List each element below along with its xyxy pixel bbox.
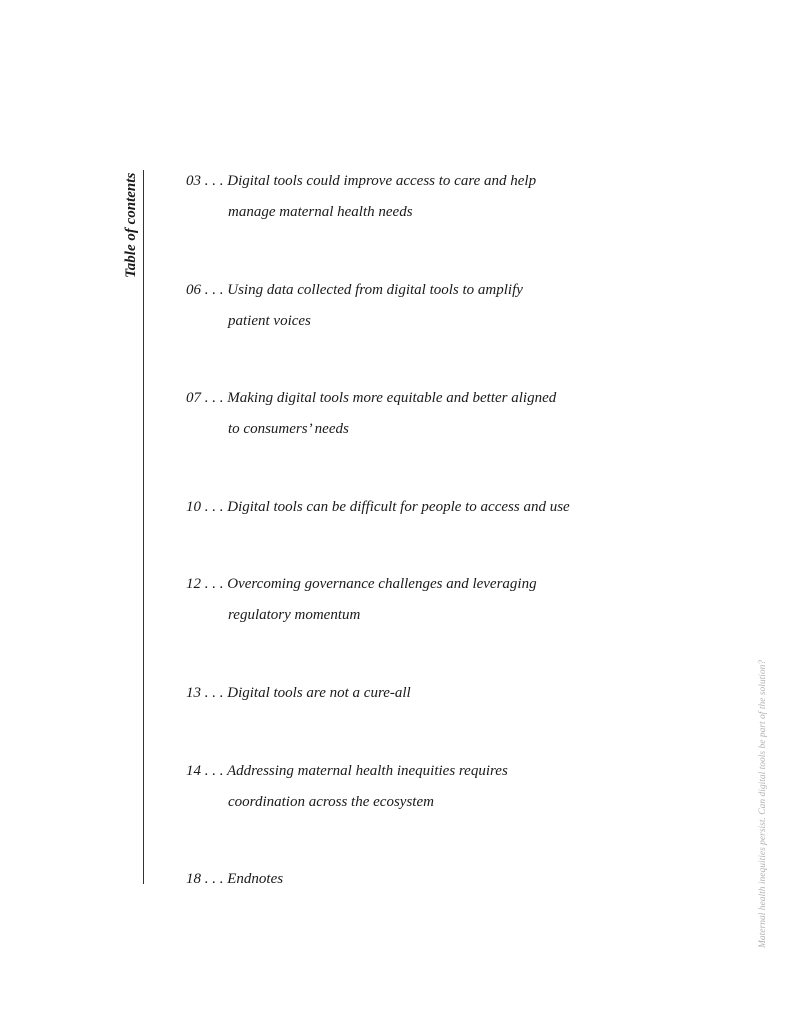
toc-entry-13[interactable]: [186, 678, 606, 709]
toc-entry-title-continued: regulatory momentum: [228, 607, 361, 623]
toc-vertical-rule: [143, 170, 144, 884]
toc-entry-10[interactable]: [186, 492, 606, 523]
toc-leader: . . .: [204, 763, 224, 779]
toc-leader: . . .: [204, 576, 224, 592]
toc-leader: . . .: [204, 282, 224, 298]
toc-heading: Table of contents: [123, 172, 139, 278]
toc-entry-title: Endnotes: [227, 871, 284, 887]
toc-entry-title-continued: patient voices: [228, 313, 311, 329]
toc-entry-line: [186, 864, 606, 895]
toc-entry-title: Digital tools are not a cure-all: [227, 685, 411, 701]
toc-entry-line: [186, 569, 606, 600]
toc-leader: . . .: [204, 871, 224, 887]
toc-entry-title: Making digital tools more equitable and better aligned: [227, 390, 557, 406]
toc-page-number: 06: [186, 282, 201, 298]
toc-page-number: 18: [186, 871, 201, 887]
toc-entry-title: Overcoming governance challenges and leveraging: [227, 576, 537, 592]
toc-entry-title-continued: to consumers’ needs: [228, 421, 349, 437]
running-footer-title: Maternal health inequities persist. Can digital tools be part of the solution?: [758, 659, 768, 948]
toc-entry-03[interactable]: [186, 166, 606, 228]
toc-heading-container: [122, 170, 142, 280]
toc-entry-title-continued: manage maternal health needs: [228, 204, 413, 220]
toc-entry-06[interactable]: [186, 275, 606, 337]
toc-entry-title-continued: coordination across the ecosystem: [228, 794, 434, 810]
toc-page-number: 07: [186, 390, 201, 406]
toc-entry-line: [186, 756, 606, 787]
toc-page-number: 14: [186, 763, 201, 779]
toc-leader: . . .: [204, 685, 224, 701]
toc-leader: . . .: [204, 390, 224, 406]
toc-page-number: 13: [186, 685, 201, 701]
toc-entry-line: [186, 275, 606, 306]
toc-entry-14[interactable]: [186, 756, 606, 818]
toc-leader: . . .: [204, 499, 224, 515]
toc-entry-line: [186, 166, 606, 197]
toc-entry-title: Digital tools can be difficult for people to access and use: [227, 499, 570, 515]
toc-page-number: 12: [186, 576, 201, 592]
toc-entry-line: [186, 492, 606, 523]
toc-page-number: 03: [186, 173, 201, 189]
toc-page-number: 10: [186, 499, 201, 515]
toc-entry-title: Digital tools could improve access to care and help: [227, 173, 537, 189]
toc-entry-title: Using data collected from digital tools to amplify: [227, 282, 523, 298]
running-footer-container: [757, 650, 771, 950]
toc-entry-line: [186, 383, 606, 414]
toc-entry-line: [186, 678, 606, 709]
toc-entry-12[interactable]: [186, 569, 606, 631]
toc-entry-title: Addressing maternal health inequities requires: [226, 763, 508, 779]
toc-leader: . . .: [204, 173, 224, 189]
toc-entry-18[interactable]: [186, 864, 606, 895]
toc-entry-07[interactable]: [186, 383, 606, 445]
